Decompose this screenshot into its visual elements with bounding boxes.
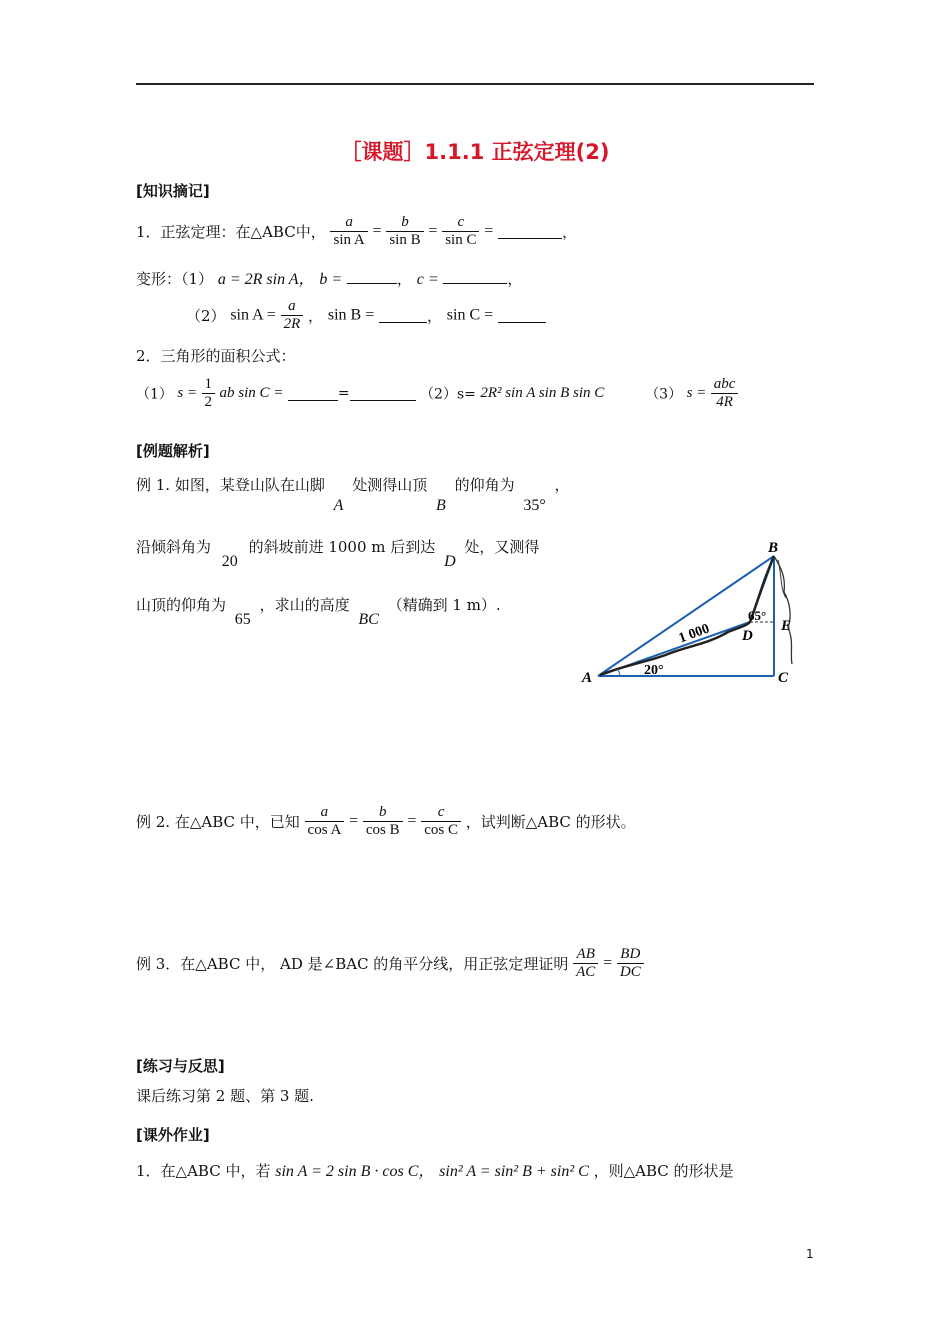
example3-line: 例 3．在△ABC 中， AD 是∠BAC 的角平分线，用正弦定理证明 $\frac{AB}{AC}$ = $\frac{BD}{DC}$ bbox=[136, 946, 644, 981]
point-B: B bbox=[436, 497, 446, 514]
area1-s: s = bbox=[177, 385, 198, 401]
hw-expr1: sin A = 2 sin B · cos C， bbox=[275, 1163, 435, 1180]
ex2-prefix: 例 2. 在△ABC 中，已知 bbox=[136, 813, 300, 831]
hw-prefix: 1．在△ABC 中，若 bbox=[136, 1162, 271, 1180]
equals-sign: = bbox=[484, 222, 494, 240]
frac-c-cosC: $\frac{c}{\text{cos C}}$ bbox=[421, 804, 461, 839]
variant1-c: c = bbox=[416, 271, 439, 288]
label-C: C bbox=[778, 670, 789, 686]
answer-blank-c[interactable] bbox=[443, 269, 507, 284]
area1-label: （1） bbox=[136, 386, 173, 403]
practice-text: 课后练习第 2 题、第 3 题. bbox=[136, 1087, 314, 1105]
ex1-text-i: ，求山的高度 bbox=[259, 596, 350, 614]
area2-expr: 2R² sin A sin B sin C bbox=[480, 385, 605, 401]
sine-law-prefix: 1．正弦定理：在△ABC中， bbox=[136, 223, 326, 241]
frac-half: $\frac{1}{2}$ bbox=[202, 376, 216, 411]
variant1-a: a = 2R sin A， bbox=[217, 271, 315, 288]
label-B: B bbox=[768, 540, 779, 556]
ex2-suffix: ，试判断△ABC 的形状。 bbox=[465, 813, 636, 831]
cliff-contour bbox=[774, 556, 792, 664]
variant1-line bbox=[136, 266, 522, 289]
section-examples: [例题解析] bbox=[136, 442, 210, 460]
mountain-figure bbox=[578, 536, 808, 696]
sine-law-line bbox=[136, 214, 577, 249]
ex3-prefix: 例 3．在△ABC 中， bbox=[136, 955, 276, 973]
ex1-text-d: ， bbox=[554, 476, 570, 494]
ex1-text-b: 处测得山顶 bbox=[352, 476, 428, 494]
page-title: ［课题］1.1.1 正弦定理(2) bbox=[340, 140, 610, 164]
hw-expr2: sin² A = sin² B + sin² C bbox=[439, 1163, 589, 1180]
comma: ， bbox=[427, 307, 443, 325]
frac-a-cosA: $\frac{a}{\text{cos A}}$ bbox=[305, 804, 345, 839]
variant2-sinA: sin A = bbox=[230, 306, 276, 324]
ex1-text-e: 沿倾斜角为 bbox=[136, 538, 212, 556]
frac-abc-4R: $\frac{\text{abc}}{4R}$ bbox=[711, 376, 739, 411]
section-homework: [课外作业] bbox=[136, 1126, 210, 1144]
answer-blank-area2[interactable] bbox=[350, 386, 416, 401]
frac-BD-DC: $\frac{BD}{DC}$ bbox=[617, 946, 644, 981]
example1-line2 bbox=[136, 536, 540, 570]
ex1-text-a: 例 1. 如图，某登山队在山脚 bbox=[136, 476, 325, 494]
variant2-line bbox=[186, 298, 546, 333]
answer-blank[interactable] bbox=[498, 224, 562, 239]
hw-suffix: ，则△ABC 的形状是 bbox=[593, 1162, 734, 1180]
segment-BC: BC bbox=[358, 611, 379, 628]
frac-b-cosB: $\frac{b}{\text{cos B}}$ bbox=[363, 804, 403, 839]
ex3-mid: AD 是∠BAC 的角平分线，用正弦定理证明 bbox=[280, 955, 569, 973]
example1-line1 bbox=[136, 474, 570, 514]
label-20deg: 20° bbox=[644, 663, 664, 678]
frac-AB-AC: $\frac{AB}{AC}$ bbox=[573, 946, 598, 981]
area-formula-heading: 2．三角形的面积公式： bbox=[136, 347, 296, 365]
answer-blank-area1[interactable] bbox=[288, 386, 338, 401]
point-A: A bbox=[333, 497, 344, 514]
ex1-text-j: （精确到 1 m）. bbox=[387, 596, 501, 614]
variant2-sinC: sin C = bbox=[446, 306, 494, 324]
area-formulas-line: （1） s = $\frac{1}{2}$ ab sin C = = （2）s= 2R² sin A sin B sin C （3） s = $\frac{\text{abc}}{4R}$ bbox=[136, 376, 738, 411]
answer-blank-sinC[interactable] bbox=[498, 308, 546, 323]
area1-expr: ab sin C = bbox=[219, 385, 284, 401]
point-D: D bbox=[444, 553, 456, 570]
label-A: A bbox=[582, 670, 593, 686]
example1-line3 bbox=[136, 594, 501, 628]
label-D: D bbox=[742, 628, 753, 644]
comma: ， bbox=[308, 307, 324, 325]
variant2-label: （2） bbox=[186, 307, 226, 325]
frac-a-2R: $\frac{a}{2R}$ bbox=[281, 298, 304, 333]
comma: ， bbox=[562, 223, 578, 241]
label-65deg: 65° bbox=[748, 608, 767, 623]
ex1-text-f: 的斜坡前进 1000 m 后到达 bbox=[248, 538, 436, 556]
ex1-text-h: 山顶的仰角为 bbox=[136, 596, 227, 614]
area2-label: （2）s= bbox=[420, 386, 476, 403]
frac-a-sinA: $\frac{a}{\text{sin A}}$ bbox=[330, 214, 367, 249]
angle-arc-A bbox=[618, 669, 620, 676]
angle-35: 35° bbox=[523, 497, 546, 514]
ex1-text-g: 处，又测得 bbox=[464, 538, 540, 556]
area3-s: s = bbox=[686, 385, 707, 401]
label-1000: 1 000 bbox=[676, 621, 712, 647]
frac-b-sinB: $\frac{b}{\text{sin B}}$ bbox=[386, 214, 423, 249]
page-number: 1 bbox=[806, 1247, 814, 1261]
equals-sign: = bbox=[372, 222, 382, 240]
ex1-text-c: 的仰角为 bbox=[454, 476, 515, 494]
comma: ， bbox=[507, 270, 523, 288]
example2-line: 例 2. 在△ABC 中，已知 $\frac{a}{\text{cos A}}$ = $\frac{b}{\text{cos B}}$ = $\frac{c}{\text{cos C}}$ ，试判断△ABC 的形状。 bbox=[136, 804, 636, 838]
equals-sign: = bbox=[428, 222, 438, 240]
label-E: E bbox=[781, 618, 792, 634]
homework-line bbox=[136, 1158, 734, 1181]
answer-blank-sinB[interactable] bbox=[379, 308, 427, 323]
header-rule bbox=[136, 83, 814, 85]
angle-65: 65 bbox=[234, 611, 251, 628]
variant1-b: b = bbox=[319, 271, 343, 288]
variant2-sinB: sin B = bbox=[327, 306, 375, 324]
answer-blank-b[interactable] bbox=[347, 269, 397, 284]
section-knowledge: [知识摘记] bbox=[136, 182, 210, 200]
frac-c-sinC: $\frac{c}{\text{sin C}}$ bbox=[442, 214, 479, 249]
comma: ， bbox=[396, 270, 412, 288]
angle-20: 20 bbox=[221, 553, 238, 570]
variant-label: 变形：（1） bbox=[136, 270, 214, 288]
area3-label: （3） bbox=[645, 386, 683, 403]
section-practice: [练习与反思] bbox=[136, 1057, 225, 1075]
